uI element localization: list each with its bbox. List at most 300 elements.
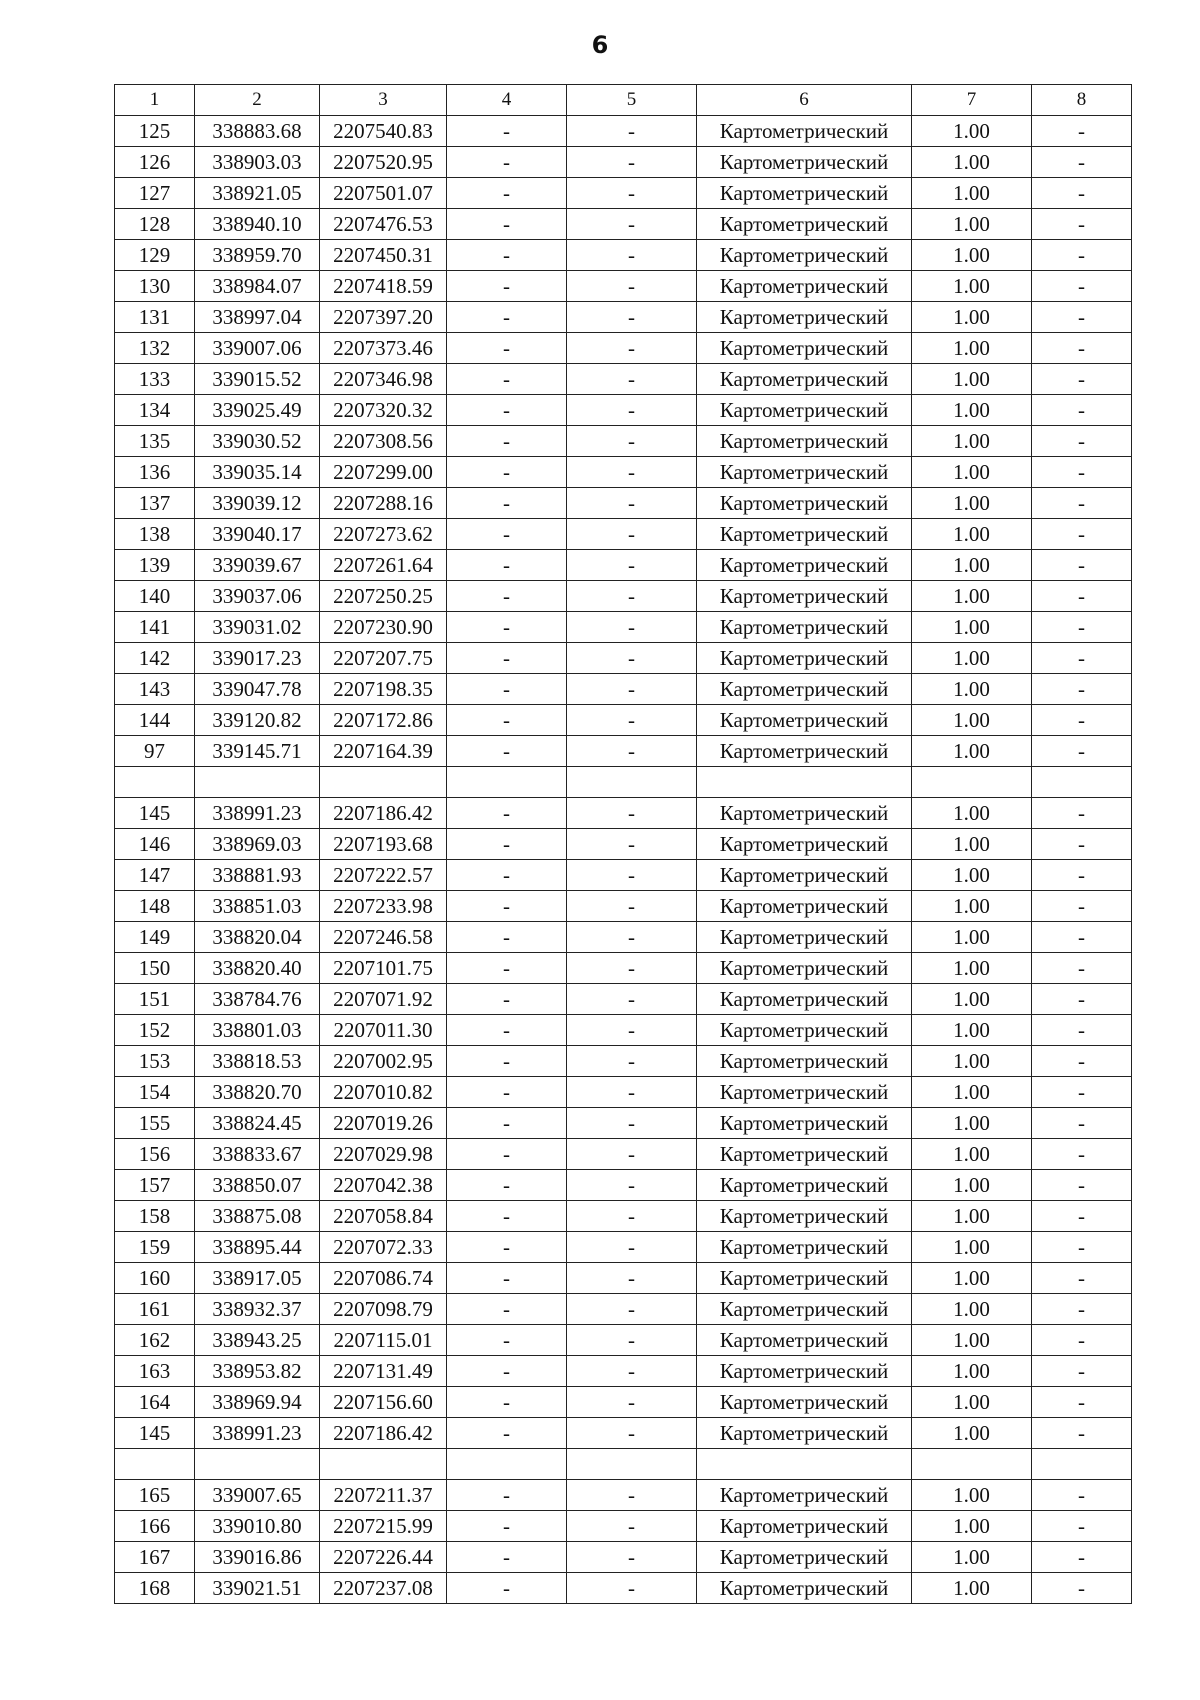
table-row: [115, 240, 1132, 271]
col5-cell: -: [567, 1201, 697, 1232]
col8-cell: -: [1032, 581, 1132, 612]
point-number-cell: 138: [115, 519, 195, 550]
method-cell: [697, 1449, 912, 1480]
col5-cell: -: [567, 1573, 697, 1604]
table-row: [115, 736, 1132, 767]
col4-cell: -: [447, 922, 567, 953]
point-number-cell: 140: [115, 581, 195, 612]
x-coordinate-cell: 338903.03: [195, 147, 320, 178]
col8-cell: -: [1032, 1542, 1132, 1573]
accuracy-cell: 1.00: [912, 1108, 1032, 1139]
accuracy-cell: 1.00: [912, 1263, 1032, 1294]
x-coordinate-cell: 339021.51: [195, 1573, 320, 1604]
point-number-cell: 157: [115, 1170, 195, 1201]
col5-cell: -: [567, 984, 697, 1015]
col4-cell: [447, 767, 567, 798]
table-row: [115, 643, 1132, 674]
accuracy-cell: 1.00: [912, 1418, 1032, 1449]
point-number-cell: 133: [115, 364, 195, 395]
accuracy-cell: 1.00: [912, 1387, 1032, 1418]
y-coordinate-cell: 2207273.62: [320, 519, 447, 550]
method-cell: Картометрический: [697, 1573, 912, 1604]
y-coordinate-cell: 2207230.90: [320, 612, 447, 643]
col5-cell: [567, 767, 697, 798]
table-row: [115, 1263, 1132, 1294]
x-coordinate-cell: 339007.65: [195, 1480, 320, 1511]
y-coordinate-cell: 2207029.98: [320, 1139, 447, 1170]
x-coordinate-cell: 338820.04: [195, 922, 320, 953]
method-cell: Картометрический: [697, 1015, 912, 1046]
column-header: 4: [447, 85, 567, 116]
col5-cell: -: [567, 922, 697, 953]
y-coordinate-cell: 2207237.08: [320, 1573, 447, 1604]
col8-cell: -: [1032, 1480, 1132, 1511]
method-cell: Картометрический: [697, 643, 912, 674]
method-cell: Картометрический: [697, 581, 912, 612]
x-coordinate-cell: 338833.67: [195, 1139, 320, 1170]
col8-cell: -: [1032, 1294, 1132, 1325]
column-header: 3: [320, 85, 447, 116]
y-coordinate-cell: 2207246.58: [320, 922, 447, 953]
accuracy-cell: 1.00: [912, 984, 1032, 1015]
header-row: [115, 85, 1132, 116]
col5-cell: -: [567, 643, 697, 674]
table-row: [115, 1201, 1132, 1232]
accuracy-cell: 1.00: [912, 891, 1032, 922]
point-number-cell: 163: [115, 1356, 195, 1387]
x-coordinate-cell: 338921.05: [195, 178, 320, 209]
point-number-cell: 152: [115, 1015, 195, 1046]
accuracy-cell: 1.00: [912, 1046, 1032, 1077]
col4-cell: -: [447, 1015, 567, 1046]
table-row: [115, 829, 1132, 860]
col5-cell: -: [567, 829, 697, 860]
col4-cell: -: [447, 674, 567, 705]
col4-cell: -: [447, 612, 567, 643]
point-number-cell: 134: [115, 395, 195, 426]
col4-cell: -: [447, 178, 567, 209]
accuracy-cell: 1.00: [912, 612, 1032, 643]
x-coordinate-cell: 338824.45: [195, 1108, 320, 1139]
accuracy-cell: 1.00: [912, 333, 1032, 364]
point-number-cell: 126: [115, 147, 195, 178]
method-cell: Картометрический: [697, 550, 912, 581]
col5-cell: -: [567, 550, 697, 581]
col5-cell: -: [567, 209, 697, 240]
col4-cell: -: [447, 736, 567, 767]
table-row: [115, 1046, 1132, 1077]
method-cell: Картометрический: [697, 271, 912, 302]
x-coordinate-cell: 339030.52: [195, 426, 320, 457]
point-number-cell: 147: [115, 860, 195, 891]
table-row: [115, 302, 1132, 333]
x-coordinate-cell: 338984.07: [195, 271, 320, 302]
y-coordinate-cell: 2207019.26: [320, 1108, 447, 1139]
table-row: [115, 1232, 1132, 1263]
point-number-cell: 150: [115, 953, 195, 984]
method-cell: Картометрический: [697, 1542, 912, 1573]
table-row: [115, 457, 1132, 488]
point-number-cell: 156: [115, 1139, 195, 1170]
y-coordinate-cell: 2207373.46: [320, 333, 447, 364]
x-coordinate-cell: 338969.94: [195, 1387, 320, 1418]
method-cell: Картометрический: [697, 829, 912, 860]
col5-cell: -: [567, 705, 697, 736]
column-header: 2: [195, 85, 320, 116]
method-cell: Картометрический: [697, 953, 912, 984]
y-coordinate-cell: 2207211.37: [320, 1480, 447, 1511]
method-cell: Картометрический: [697, 302, 912, 333]
table-row: [115, 1170, 1132, 1201]
col8-cell: -: [1032, 1356, 1132, 1387]
col4-cell: -: [447, 1542, 567, 1573]
point-number-cell: 136: [115, 457, 195, 488]
table-row: [115, 1542, 1132, 1573]
x-coordinate-cell: 338917.05: [195, 1263, 320, 1294]
point-number-cell: 132: [115, 333, 195, 364]
x-coordinate-cell: 338883.68: [195, 116, 320, 147]
point-number-cell: 131: [115, 302, 195, 333]
accuracy-cell: 1.00: [912, 1356, 1032, 1387]
accuracy-cell: 1.00: [912, 1542, 1032, 1573]
y-coordinate-cell: 2207115.01: [320, 1325, 447, 1356]
col4-cell: -: [447, 953, 567, 984]
accuracy-cell: 1.00: [912, 798, 1032, 829]
y-coordinate-cell: 2207002.95: [320, 1046, 447, 1077]
point-number-cell: 125: [115, 116, 195, 147]
col4-cell: -: [447, 643, 567, 674]
accuracy-cell: 1.00: [912, 240, 1032, 271]
x-coordinate-cell: [195, 1449, 320, 1480]
accuracy-cell: 1.00: [912, 550, 1032, 581]
col4-cell: -: [447, 147, 567, 178]
col5-cell: -: [567, 1263, 697, 1294]
method-cell: Картометрический: [697, 178, 912, 209]
col5-cell: -: [567, 860, 697, 891]
point-number-cell: 166: [115, 1511, 195, 1542]
col4-cell: -: [447, 488, 567, 519]
y-coordinate-cell: 2207186.42: [320, 1418, 447, 1449]
table-row: [115, 1108, 1132, 1139]
table-row: [115, 364, 1132, 395]
x-coordinate-cell: [195, 767, 320, 798]
col5-cell: -: [567, 1170, 697, 1201]
method-cell: Картометрический: [697, 426, 912, 457]
accuracy-cell: 1.00: [912, 271, 1032, 302]
col4-cell: -: [447, 519, 567, 550]
y-coordinate-cell: 2207071.92: [320, 984, 447, 1015]
method-cell: Картометрический: [697, 1263, 912, 1294]
table-row: [115, 860, 1132, 891]
accuracy-cell: [912, 1449, 1032, 1480]
method-cell: Картометрический: [697, 705, 912, 736]
point-number-cell: 145: [115, 798, 195, 829]
method-cell: Картометрический: [697, 984, 912, 1015]
x-coordinate-cell: 339047.78: [195, 674, 320, 705]
x-coordinate-cell: 339035.14: [195, 457, 320, 488]
col8-cell: -: [1032, 488, 1132, 519]
col8-cell: -: [1032, 1387, 1132, 1418]
y-coordinate-cell: 2207397.20: [320, 302, 447, 333]
col4-cell: -: [447, 209, 567, 240]
y-coordinate-cell: 2207156.60: [320, 1387, 447, 1418]
method-cell: Картометрический: [697, 891, 912, 922]
col8-cell: -: [1032, 922, 1132, 953]
col4-cell: -: [447, 426, 567, 457]
x-coordinate-cell: 338851.03: [195, 891, 320, 922]
y-coordinate-cell: 2207058.84: [320, 1201, 447, 1232]
point-number-cell: 145: [115, 1418, 195, 1449]
col5-cell: -: [567, 395, 697, 426]
point-number-cell: 127: [115, 178, 195, 209]
col4-cell: -: [447, 550, 567, 581]
table-row: [115, 798, 1132, 829]
y-coordinate-cell: 2207501.07: [320, 178, 447, 209]
x-coordinate-cell: 339120.82: [195, 705, 320, 736]
col4-cell: -: [447, 1077, 567, 1108]
col4-cell: -: [447, 1511, 567, 1542]
col5-cell: -: [567, 457, 697, 488]
col8-cell: -: [1032, 1232, 1132, 1263]
col5-cell: -: [567, 1511, 697, 1542]
x-coordinate-cell: 339007.06: [195, 333, 320, 364]
accuracy-cell: 1.00: [912, 829, 1032, 860]
col5-cell: -: [567, 1356, 697, 1387]
x-coordinate-cell: 338932.37: [195, 1294, 320, 1325]
col4-cell: -: [447, 798, 567, 829]
col8-cell: -: [1032, 116, 1132, 147]
col8-cell: -: [1032, 1418, 1132, 1449]
method-cell: Картометрический: [697, 519, 912, 550]
col8-cell: -: [1032, 1108, 1132, 1139]
accuracy-cell: 1.00: [912, 1232, 1032, 1263]
y-coordinate-cell: 2207476.53: [320, 209, 447, 240]
method-cell: Картометрический: [697, 116, 912, 147]
column-header: 1: [115, 85, 195, 116]
col8-cell: -: [1032, 519, 1132, 550]
accuracy-cell: 1.00: [912, 1015, 1032, 1046]
col8-cell: -: [1032, 1170, 1132, 1201]
method-cell: Картометрический: [697, 395, 912, 426]
point-number-cell: 155: [115, 1108, 195, 1139]
col8-cell: -: [1032, 1077, 1132, 1108]
method-cell: Картометрический: [697, 147, 912, 178]
col4-cell: -: [447, 1356, 567, 1387]
col8-cell: -: [1032, 209, 1132, 240]
col4-cell: -: [447, 984, 567, 1015]
col5-cell: -: [567, 178, 697, 209]
table-body: [115, 116, 1132, 1604]
col8-cell: -: [1032, 953, 1132, 984]
col5-cell: -: [567, 1542, 697, 1573]
col5-cell: -: [567, 240, 697, 271]
x-coordinate-cell: 338784.76: [195, 984, 320, 1015]
point-number-cell: 143: [115, 674, 195, 705]
accuracy-cell: 1.00: [912, 1170, 1032, 1201]
table-row: [115, 333, 1132, 364]
x-coordinate-cell: 338881.93: [195, 860, 320, 891]
table-row: [115, 767, 1132, 798]
x-coordinate-cell: 338850.07: [195, 1170, 320, 1201]
col8-cell: [1032, 1449, 1132, 1480]
point-number-cell: 149: [115, 922, 195, 953]
x-coordinate-cell: 339039.12: [195, 488, 320, 519]
col8-cell: -: [1032, 333, 1132, 364]
point-number-cell: 168: [115, 1573, 195, 1604]
accuracy-cell: 1.00: [912, 1294, 1032, 1325]
table-row: [115, 116, 1132, 147]
col8-cell: -: [1032, 178, 1132, 209]
y-coordinate-cell: 2207042.38: [320, 1170, 447, 1201]
x-coordinate-cell: 338820.40: [195, 953, 320, 984]
accuracy-cell: 1.00: [912, 1480, 1032, 1511]
method-cell: Картометрический: [697, 612, 912, 643]
x-coordinate-cell: 339145.71: [195, 736, 320, 767]
x-coordinate-cell: 338959.70: [195, 240, 320, 271]
column-header: 8: [1032, 85, 1132, 116]
col5-cell: -: [567, 1480, 697, 1511]
y-coordinate-cell: 2207250.25: [320, 581, 447, 612]
col8-cell: -: [1032, 395, 1132, 426]
accuracy-cell: 1.00: [912, 922, 1032, 953]
col5-cell: -: [567, 1139, 697, 1170]
accuracy-cell: 1.00: [912, 1573, 1032, 1604]
point-number-cell: 135: [115, 426, 195, 457]
col4-cell: -: [447, 271, 567, 302]
x-coordinate-cell: 338991.23: [195, 1418, 320, 1449]
col8-cell: -: [1032, 984, 1132, 1015]
col8-cell: -: [1032, 860, 1132, 891]
col4-cell: -: [447, 395, 567, 426]
point-number-cell: 142: [115, 643, 195, 674]
col8-cell: -: [1032, 829, 1132, 860]
col4-cell: -: [447, 1294, 567, 1325]
method-cell: Картометрический: [697, 1201, 912, 1232]
table-row: [115, 1139, 1132, 1170]
method-cell: Картометрический: [697, 1511, 912, 1542]
col5-cell: -: [567, 612, 697, 643]
col4-cell: [447, 1449, 567, 1480]
table-row: [115, 891, 1132, 922]
col8-cell: -: [1032, 891, 1132, 922]
col4-cell: -: [447, 116, 567, 147]
column-header: 5: [567, 85, 697, 116]
x-coordinate-cell: 338875.08: [195, 1201, 320, 1232]
col8-cell: -: [1032, 457, 1132, 488]
col8-cell: -: [1032, 302, 1132, 333]
accuracy-cell: 1.00: [912, 1511, 1032, 1542]
table-row: [115, 550, 1132, 581]
col5-cell: -: [567, 1294, 697, 1325]
point-number-cell: 154: [115, 1077, 195, 1108]
col5-cell: -: [567, 1015, 697, 1046]
col4-cell: -: [447, 1108, 567, 1139]
method-cell: [697, 767, 912, 798]
column-header: 6: [697, 85, 912, 116]
column-header: 7: [912, 85, 1032, 116]
method-cell: Картометрический: [697, 922, 912, 953]
method-cell: Картометрический: [697, 333, 912, 364]
table-row: [115, 674, 1132, 705]
table-row: [115, 147, 1132, 178]
method-cell: Картометрический: [697, 209, 912, 240]
accuracy-cell: 1.00: [912, 178, 1032, 209]
table-row: [115, 581, 1132, 612]
col4-cell: -: [447, 860, 567, 891]
col8-cell: -: [1032, 674, 1132, 705]
x-coordinate-cell: 338953.82: [195, 1356, 320, 1387]
col5-cell: -: [567, 581, 697, 612]
accuracy-cell: 1.00: [912, 519, 1032, 550]
accuracy-cell: 1.00: [912, 643, 1032, 674]
y-coordinate-cell: 2207198.35: [320, 674, 447, 705]
table-row: [115, 209, 1132, 240]
y-coordinate-cell: 2207131.49: [320, 1356, 447, 1387]
y-coordinate-cell: 2207172.86: [320, 705, 447, 736]
point-number-cell: 159: [115, 1232, 195, 1263]
method-cell: Картометрический: [697, 364, 912, 395]
y-coordinate-cell: 2207215.99: [320, 1511, 447, 1542]
col4-cell: -: [447, 1325, 567, 1356]
col5-cell: -: [567, 891, 697, 922]
col8-cell: -: [1032, 798, 1132, 829]
method-cell: Картометрический: [697, 1077, 912, 1108]
col8-cell: -: [1032, 1139, 1132, 1170]
col5-cell: -: [567, 519, 697, 550]
col4-cell: -: [447, 1201, 567, 1232]
method-cell: Картометрический: [697, 1139, 912, 1170]
y-coordinate-cell: 2207540.83: [320, 116, 447, 147]
table-row: [115, 1325, 1132, 1356]
accuracy-cell: 1.00: [912, 395, 1032, 426]
accuracy-cell: 1.00: [912, 116, 1032, 147]
col5-cell: -: [567, 271, 697, 302]
table-row: [115, 705, 1132, 736]
x-coordinate-cell: 339037.06: [195, 581, 320, 612]
table-row: [115, 519, 1132, 550]
x-coordinate-cell: 338943.25: [195, 1325, 320, 1356]
col8-cell: -: [1032, 426, 1132, 457]
point-number-cell: 162: [115, 1325, 195, 1356]
table-row: [115, 612, 1132, 643]
method-cell: Картометрический: [697, 1232, 912, 1263]
col5-cell: -: [567, 1325, 697, 1356]
y-coordinate-cell: 2207320.32: [320, 395, 447, 426]
x-coordinate-cell: 339010.80: [195, 1511, 320, 1542]
point-number-cell: 160: [115, 1263, 195, 1294]
point-number-cell: 137: [115, 488, 195, 519]
accuracy-cell: 1.00: [912, 1139, 1032, 1170]
col5-cell: -: [567, 736, 697, 767]
table-row: [115, 1356, 1132, 1387]
col8-cell: -: [1032, 550, 1132, 581]
point-number-cell: 151: [115, 984, 195, 1015]
col5-cell: -: [567, 364, 697, 395]
y-coordinate-cell: 2207207.75: [320, 643, 447, 674]
x-coordinate-cell: 339025.49: [195, 395, 320, 426]
col4-cell: -: [447, 1418, 567, 1449]
col4-cell: -: [447, 1387, 567, 1418]
y-coordinate-cell: 2207164.39: [320, 736, 447, 767]
col4-cell: -: [447, 705, 567, 736]
table-row: [115, 922, 1132, 953]
y-coordinate-cell: 2207222.57: [320, 860, 447, 891]
col5-cell: [567, 1449, 697, 1480]
x-coordinate-cell: 339039.67: [195, 550, 320, 581]
method-cell: Картометрический: [697, 674, 912, 705]
point-number-cell: 130: [115, 271, 195, 302]
y-coordinate-cell: 2207011.30: [320, 1015, 447, 1046]
